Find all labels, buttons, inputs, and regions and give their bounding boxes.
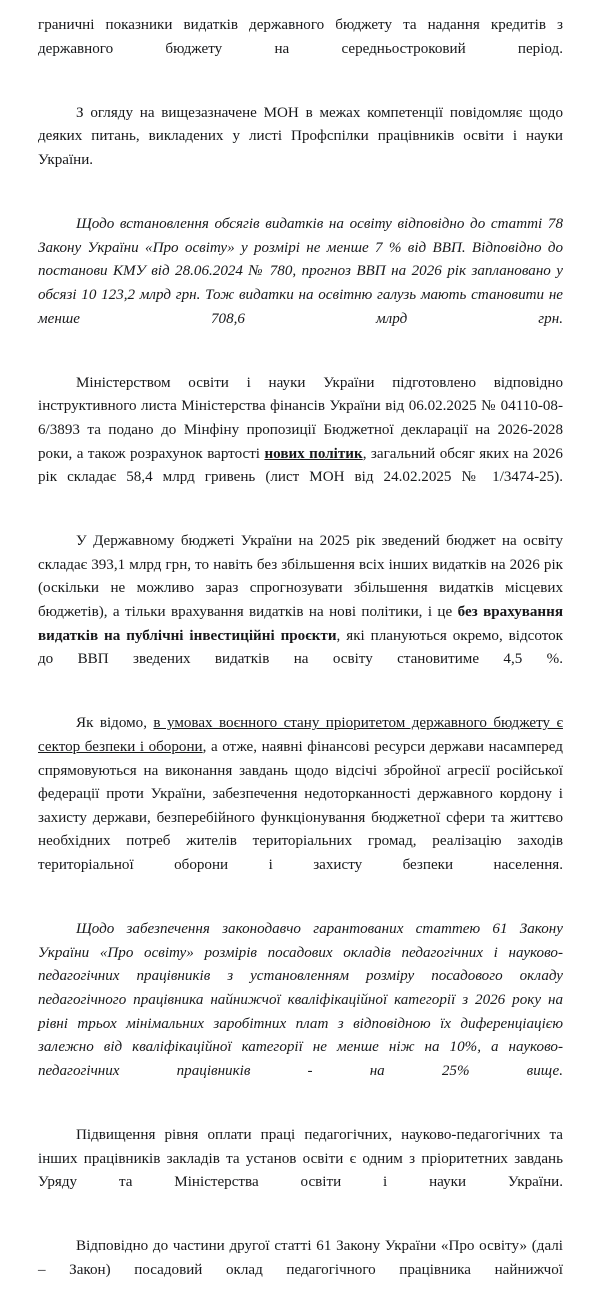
paragraph-8: Підвищення рівня оплати праці педагогічних, науково-педагогічних та інших працівників закладів та установ освіти є одним з пріоритетних завдань Уряду та Міністерства освіти і науки України.	[38, 1126, 563, 1191]
paragraph-4-run-plain-2: , загальний обсяг яких на 2026 рік складає 58,4 млрд гривень (лист МОН від 24.02.2025 № 1/3474-25).	[38, 445, 563, 486]
paragraph-2: З огляду на вищезазначене МОН в межах компетенції повідомляє щодо деяких питань, викладених у листі Профспілки працівників освіти і науки України.	[38, 104, 563, 168]
paragraph-4-run-plain-1: Міністерством освіти і науки України підготовлено відповідно інструктивного листа Міністерства фінансів України від 06.02.2025 № 04110-08-6/3893 та подано до Мінфіну пропозиції Бюджетної декларації на 2026-2028 роки, а також розрахунок вартості	[38, 374, 563, 462]
paragraph-6	[38, 712, 563, 901]
paragraph-4	[38, 372, 563, 514]
emphasis-new-policies: нових політик	[264, 445, 363, 462]
paragraph-5-run-plain-2: , які плануються окремо, відсоток до ВВП зведених видатків на освіту становитиме 4,5 %.	[38, 627, 563, 668]
paragraph-6-run-plain-2: , а отже, наявні фінансові ресурси держави насамперед спрямовуються на виконання завдань щодо відсічі збройної агресії російської федерації проти України, забезпечення недоторканності державного кордону і захисту держави, безперебійного функціонування бюджетної сфери та життєво необхідних потреб жителів територіальних громад, реалізацію заходів територіальної оборони і захисту безпеки населення.	[38, 739, 563, 873]
paragraph-6-run-plain-1: Як відомо,	[76, 715, 154, 732]
paragraph-1: граничні показники видатків державного бюджету та надання кредитів з державного бюджету на середньостроковий період.	[38, 17, 563, 57]
paragraph-9: Відповідно до частини другої статті 61 Закону України «Про освіту» (далі – Закон) посадовий оклад педагогічного працівника найнижчої	[38, 1238, 563, 1278]
paragraph-3-italic: Щодо встановлення обсягів видатків на освіту відповідно до статті 78 Закону України «Про освіту» у розмірі не менше 7 % від ВВП. Відповідно до постанови КМУ від 28.06.2024 № 780, прогноз ВВП на 2026 рік заплановано у обсязі 10 123,2 млрд грн. Тож видатки на освітню галузь мають становити не менше 708,6 млрд грн.	[38, 216, 563, 327]
paragraph-7-italic: Щодо забезпечення законодавчо гарантованих статтею 61 Закону України «Про освіту» розмірів посадових окладів педагогічних і науково-педагогічних працівників з установленням розміру посадового окладу педагогічного працівника найнижчої кваліфікаційної категорії з 2026 року на рівні трьох мінімальних заробітних плат з відповідною їх диференціацією залежно від кваліфікаційної категорії не менше ніж на 10%, а науково-педагогічних працівників - на 25% вище.	[38, 921, 563, 1079]
paragraph-5	[38, 530, 563, 695]
paragraph-5-run-plain-1: У Державному бюджеті України на 2025 рік зведений бюджет на освіту складає 393,1 млрд грн, то навіть без збільшення всіх інших видатків на 2026 рік (оскільки не можливо зараз спрогнозувати збільшення видатків місцевих бюджетів), а тільки врахування видатків на нові політики, і це	[38, 533, 563, 621]
emphasis-public-investment-projects: без врахування видатків на публічні інвестиційні проєкти	[38, 604, 563, 644]
emphasis-martial-law-priority: в умовах воєнного стану пріоритетом державного бюджету є сектор безпеки і оборони	[38, 715, 563, 756]
